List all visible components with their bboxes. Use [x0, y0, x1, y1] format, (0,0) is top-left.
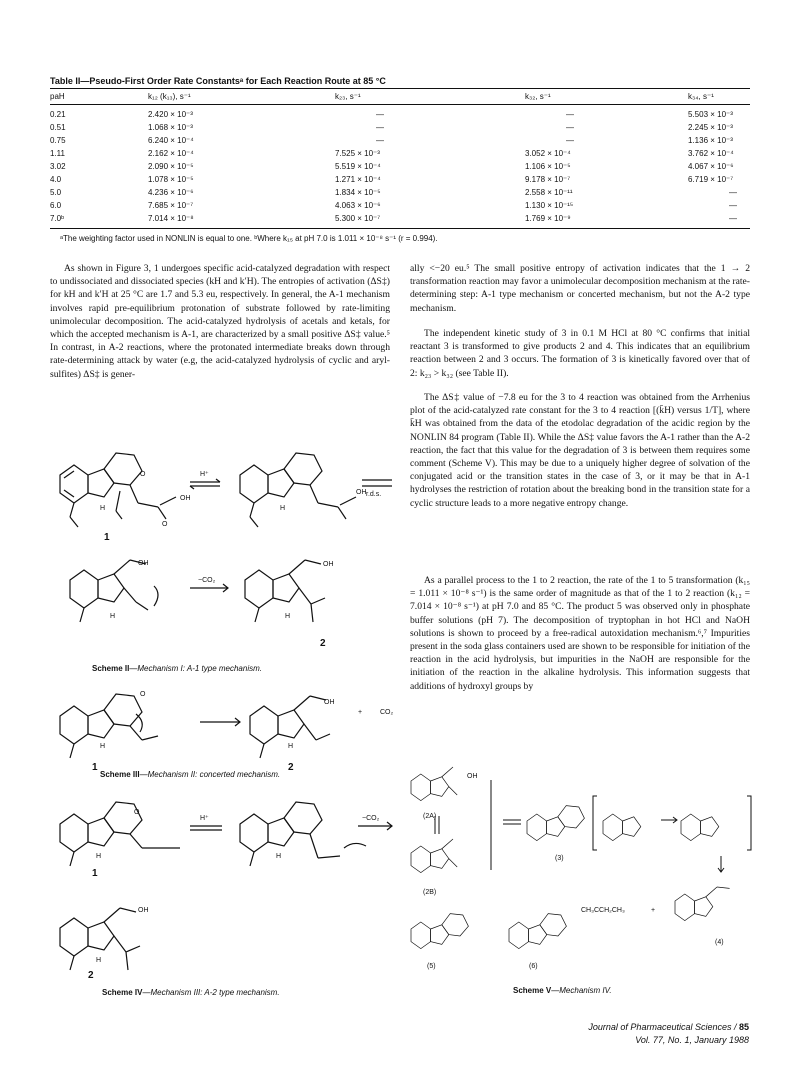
- right-paragraph-2: The independent kinetic study of 3 in 0.1 M HCl at 80 °C confirms that initial reactant 3 is transformed to give products 2 and 4. This indicates that an equilibrium reaction between 2 and 3 occurs. The formation of 3 is kinetically favored over that of 2: k₂₃ > k₃₂ (see Table II).: [410, 328, 750, 379]
- scheme-5-label-5: (5): [427, 963, 436, 970]
- table-footnote: ᵃThe weighting factor used in NONLIN is equal to one. ᵇWhere k₁₅ at pH 7.0 is 1.011 × 10⁻⁸ s⁻¹ (r = 0.994).: [60, 234, 438, 243]
- scheme-2-caption-bold: Scheme II: [92, 664, 130, 673]
- table-cell: —: [729, 201, 737, 210]
- molecule-1: [60, 802, 180, 866]
- table-cell: 5.503 × 10⁻³: [688, 110, 733, 119]
- scheme-5-label-4: (4): [715, 939, 724, 946]
- scheme-4-drawing: [40, 790, 400, 980]
- scheme-3: [40, 682, 400, 782]
- scheme-2-h-a: H: [100, 505, 106, 512]
- table-top-rule: [50, 88, 750, 89]
- table-row: [50, 162, 750, 172]
- table-header-rule: [50, 104, 750, 105]
- header-cell: k₁₂ (k₁₃), s⁻¹: [148, 92, 191, 101]
- scheme-2-oh-b: OH: [356, 489, 367, 496]
- scheme-2-reagent-h: H⁺: [200, 471, 209, 478]
- scheme-4-h-a: H: [96, 853, 102, 860]
- scheme-4-h-c: H: [96, 957, 102, 964]
- table-row: [50, 175, 750, 185]
- footer-page-number: 85: [738, 1022, 749, 1032]
- table-cell: 1.769 × 10⁻⁹: [525, 214, 571, 223]
- table-cell: 1.068 × 10⁻³: [148, 123, 193, 132]
- molecule-protonated: [240, 453, 356, 527]
- scheme-3-caption-bold: Scheme III: [100, 770, 140, 779]
- table-row: [50, 123, 750, 133]
- table-cell: 1.078 × 10⁻⁵: [148, 175, 194, 184]
- scheme-5-caption-italic: —Mechanism IV.: [551, 986, 612, 995]
- scheme-4-caption: [102, 988, 280, 997]
- table-cell: 4.067 × 10⁻⁶: [688, 162, 734, 171]
- molecule-protonated: [240, 802, 366, 866]
- table-cell: 7.525 × 10⁻³: [335, 149, 380, 158]
- right-paragraph-3: The ΔS‡ value of −7.8 eu for the 3 to 4 reaction was obtained from the Arrhenius plot of the acid-catalyzed rate constant for the 3 to 4 reaction [(k̄H) versus 1/T], where k̄H was obtained from the data of the etodolac degradation of the acidic region by the NONLIN 84 program (Table II). While the ΔS‡ value favors the A-1 rather than the A-2 reaction, the fact that this value for the degradation of 3 is between them requires some comment (Scheme V). This may be due to a uniquely higher degree of solvation of the conjugated acid or the transition states in the case of 3, or it may be that in A-1 hydrolyses the restriction of rotation about the breaking bond in the transition state for a cyclic structure leads to a more negative entropy change.: [410, 392, 750, 509]
- scheme-3-o: O: [140, 691, 146, 698]
- table-row: [50, 188, 750, 198]
- scheme-2-oh-d: OH: [323, 561, 334, 568]
- table-cell: 0.21: [50, 110, 66, 119]
- molecule-4: [675, 887, 730, 921]
- scheme-2-h-c: H: [110, 613, 116, 620]
- scheme-5-caption: [513, 986, 612, 995]
- table-row: [50, 136, 750, 146]
- molecule-5: [411, 914, 468, 949]
- scheme-3-drawing: [40, 682, 400, 772]
- table-bottom-rule: [50, 228, 750, 229]
- table-cell: 4.063 × 10⁻⁶: [335, 201, 381, 210]
- scheme-3-h-a: H: [100, 743, 106, 750]
- scheme-4-h: H⁺: [200, 815, 209, 822]
- scheme-3-label-1: 1: [92, 762, 98, 772]
- scheme-3-label-2: 2: [288, 762, 294, 772]
- table-cell: —: [376, 123, 384, 132]
- scheme-3-plus: +: [358, 709, 363, 716]
- scheme-5-drawing: [405, 760, 755, 980]
- scheme-4-label-2: 2: [88, 970, 94, 980]
- scheme-4-caption-italic: —Mechanism III: A-2 type mechanism.: [142, 988, 280, 997]
- table-cell: —: [376, 110, 384, 119]
- header-cell: k₃₂, s⁻¹: [525, 92, 551, 101]
- table-cell: 0.51: [50, 123, 66, 132]
- table-cell: —: [729, 214, 737, 223]
- scheme-2-reagent-co2: −CO₂: [198, 577, 216, 584]
- scheme-4-o: O: [134, 809, 140, 816]
- table-cell: 1.130 × 10⁻¹⁵: [525, 201, 574, 210]
- molecule-intermediate-a: [603, 814, 641, 841]
- right-paragraph-4: As a parallel process to the 1 to 2 reaction, the rate of the 1 to 5 transformation (k₁₅ = 1.011 × 10⁻⁸ s⁻¹) is the same order of magnitude as that of the 1 to 2 reaction (k₁₂ = 7.014 × 10⁻⁸ s⁻¹) at pH 7.0 and 85 °C. The product 5 was observed only in phosphate buffer solutions (pH 7). The decomposition of tryptophan in hot HCl and NaOH solutions is shown to proceed by a free-radical autoxidation mechanism.⁶,⁷ Impurities present in the soda glass containers used are shown to be responsible for initiation of the reaction in the acid hydrolysis, but impurities in the NaOH are responsible for the initiation of the reaction in the alkaline hydrolysis. This information suggests that additions of hydroxyl groups by: [410, 575, 750, 692]
- scheme-2-caption-italic: —Mechanism I: A-1 type mechanism.: [129, 664, 262, 673]
- table-cell: 2.558 × 10⁻¹¹: [525, 188, 573, 197]
- table-cell: 7.014 × 10⁻⁸: [148, 214, 194, 223]
- molecule-1: [60, 453, 176, 527]
- scheme-5: [405, 760, 755, 1000]
- scheme-5-label-2a: (2A): [423, 813, 437, 820]
- table-cell: 2.162 × 10⁻⁴: [148, 149, 194, 158]
- footer-journal: [588, 1022, 749, 1032]
- molecule-2b: [411, 839, 457, 873]
- table-cell: 3.02: [50, 162, 66, 171]
- scheme-5-plus: +: [651, 907, 656, 914]
- table-cell: 4.0: [50, 175, 62, 184]
- table-cell: 6.240 × 10⁻⁴: [148, 136, 194, 145]
- scheme-3-caption-italic: —Mechanism II: concerted mechanism.: [139, 770, 281, 779]
- footer-journal-name: Journal of Pharmaceutical Sciences /: [588, 1022, 739, 1032]
- table-cell: 2.420 × 10⁻³: [148, 110, 193, 119]
- scheme-3-oh: OH: [324, 699, 335, 706]
- table-cell: 5.300 × 10⁻⁷: [335, 214, 381, 223]
- scheme-5-label-2b: (2B): [423, 889, 437, 896]
- right-paragraph-1: ally <−20 eu.⁵ The small positive entropy of activation indicates that the 1 → 2 transformation reaction may favor a unimolecular decomposition mechanism at the rate-determining step: A-1 type mechanism or concerted mechanism, but not the A-2 type mechanism.: [410, 263, 750, 314]
- table-header: [50, 92, 750, 102]
- table-cell: —: [566, 123, 574, 132]
- table-cell: 4.236 × 10⁻⁶: [148, 188, 194, 197]
- table-cell: —: [566, 110, 574, 119]
- table-cell: 1.834 × 10⁻⁵: [335, 188, 381, 197]
- scheme-5-label-6: (6): [529, 963, 538, 970]
- scheme-2-drawing: [40, 440, 400, 670]
- table-cell: —: [566, 136, 574, 145]
- scheme-2-h-b: H: [280, 505, 286, 512]
- scheme-4-oh: OH: [138, 907, 149, 914]
- table-cell: 3.052 × 10⁻⁴: [525, 149, 571, 158]
- scheme-2-label-1: 1: [104, 532, 110, 543]
- scheme-2-label-2: 2: [320, 638, 326, 649]
- scheme-2-o-a: O: [140, 471, 146, 478]
- scheme-4-co2: −CO₂: [362, 815, 380, 822]
- table-cell: 9.178 × 10⁻⁷: [525, 175, 571, 184]
- scheme-3-co2: CO₂: [380, 709, 394, 716]
- table-cell: 1.271 × 10⁻⁴: [335, 175, 381, 184]
- table-row: [50, 214, 750, 224]
- molecule-2a: [411, 767, 457, 801]
- scheme-2: [40, 440, 400, 673]
- table-cell: 1.106 × 10⁻⁵: [525, 162, 571, 171]
- header-cell: k₂₃, s⁻¹: [335, 92, 361, 101]
- table-title: Table II—Pseudo-First Order Rate Constantsᵃ for Each Reaction Route at 85 °C: [50, 76, 386, 86]
- scheme-4-label-1: 1: [92, 868, 98, 879]
- table-cell: 2.245 × 10⁻³: [688, 123, 733, 132]
- scheme-4-caption-bold: Scheme IV: [102, 988, 143, 997]
- scheme-2-oh-a: OH: [180, 495, 191, 502]
- scheme-3-caption: [100, 770, 280, 779]
- scheme-5-byproduct: CH₃CCH₂CH₃: [581, 907, 625, 914]
- scheme-4-h-b: H: [276, 853, 282, 860]
- table-cell: 0.75: [50, 136, 66, 145]
- scheme-5-oh: OH: [467, 773, 478, 780]
- table-cell: 7.0ᵇ: [50, 214, 65, 223]
- table-row: [50, 201, 750, 211]
- left-paragraph: As shown in Figure 3, 1 undergoes specific acid-catalyzed degradation with respect to undissociated and dissociated species (kH and k′H). The entropies of activation (ΔS‡) for kH and k′H at 25 °C are 1.7 and 5.3 eu, respectively. In general, the A-1 mechanism involves rapid pre-equilibrium protonation of substrate followed by rate-limiting unimolecular decomposition. The acid-catalyzed hydrolysis of acetals and ketals, for which the accepted mechanism is A-1, are characterized by a small positive ΔS‡ value.⁵ In contrast, in A-2 reactions, where the protonated intermediate breaks down through rate-determining attack by water (e.g, the acid-catalyzed hydrolysis of cyclic and aryl-sulfites) ΔS‡ is gener-: [50, 263, 390, 380]
- table-cell: 6.0: [50, 201, 62, 210]
- scheme-5-caption-bold: Scheme V: [513, 986, 552, 995]
- table-cell: —: [376, 136, 384, 145]
- scheme-4: [40, 790, 400, 1000]
- table-row: [50, 149, 750, 159]
- table-cell: 1.11: [50, 149, 65, 158]
- table-cell: 7.685 × 10⁻⁷: [148, 201, 194, 210]
- table-cell: 5.0: [50, 188, 62, 197]
- scheme-2-reagent-rds: r.d.s.: [366, 491, 382, 498]
- footer-volume: Vol. 77, No. 1, January 1988: [635, 1035, 749, 1045]
- scheme-2-caption: [92, 664, 262, 673]
- table-cell: 2.090 × 10⁻⁵: [148, 162, 194, 171]
- table-row: [50, 110, 750, 120]
- table-cell: —: [729, 188, 737, 197]
- table-cell: 6.719 × 10⁻⁷: [688, 175, 734, 184]
- scheme-5-label-3: (3): [555, 855, 564, 862]
- molecule-6: [509, 914, 566, 949]
- table-cell: 5.519 × 10⁻⁴: [335, 162, 381, 171]
- scheme-2-h-d: H: [285, 613, 291, 620]
- table-cell: 1.136 × 10⁻³: [688, 136, 733, 145]
- molecule-3: [527, 806, 584, 841]
- table-cell: 3.762 × 10⁻⁴: [688, 149, 734, 158]
- molecule-intermediate-b: [681, 814, 719, 841]
- scheme-3-h-b: H: [288, 743, 294, 750]
- scheme-2-o-b: O: [162, 521, 168, 528]
- scheme-2-oh-c: OH: [138, 560, 149, 567]
- molecule-1: [60, 694, 158, 758]
- header-cell: paH: [50, 92, 65, 101]
- header-cell: k₃₄, s⁻¹: [688, 92, 714, 101]
